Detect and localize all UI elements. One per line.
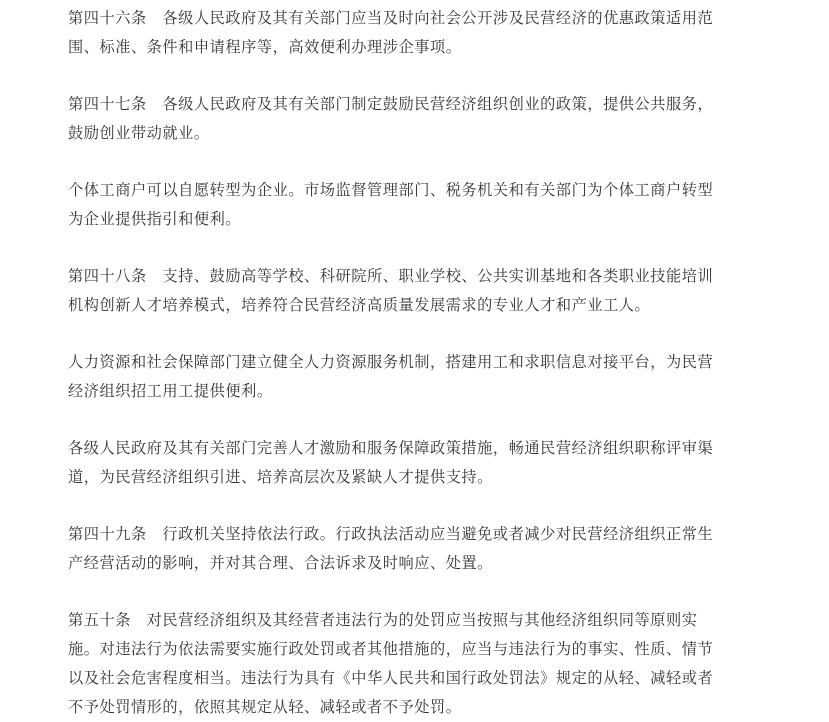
paragraph-line: 机构创新人才培养模式，培养符合民营经济高质量发展需求的专业人才和产业工人。	[68, 296, 651, 314]
document-body	[68, 4, 758, 722]
paragraph-line: 第五十条 对民营经济组织及其经营者违法行为的处罚应当按照与其他经济组织同等原则实	[68, 611, 698, 629]
paragraph-line: 第四十八条 支持、鼓励高等学校、科研院所、职业学校、公共实训基地和各类职业技能培训	[68, 267, 714, 285]
paragraph-line: 各级人民政府及其有关部门完善人才激励和服务保障政策措施，畅通民营经济组织职称评审渠	[68, 439, 714, 457]
article-48-clause-3-paragraph	[68, 434, 758, 492]
paragraph-line: 第四十七条 各级人民政府及其有关部门制定鼓励民营经济组织创业的政策，提供公共服务，	[68, 95, 714, 113]
paragraph-spacer	[68, 320, 758, 348]
paragraph-line: 施。对违法行为依法需要实施行政处罚或者其他措施的，应当与违法行为的事实、性质、情节	[68, 640, 714, 658]
article-48-paragraph	[68, 262, 758, 320]
paragraph-spacer	[68, 148, 758, 176]
article-47-paragraph	[68, 90, 758, 148]
paragraph-line: 经济组织招工用工提供便利。	[68, 382, 273, 400]
article-48-clause-2-paragraph	[68, 348, 758, 406]
paragraph-spacer	[68, 62, 758, 90]
paragraph-spacer	[68, 492, 758, 520]
article-47-clause-2-paragraph	[68, 176, 758, 234]
paragraph-line: 第四十六条 各级人民政府及其有关部门应当及时向社会公开涉及民营经济的优惠政策适用范	[68, 9, 714, 27]
paragraph-line: 不予处罚情形的，依照其规定从轻、减轻或者不予处罚。	[68, 698, 462, 716]
paragraph-line: 产经营活动的影响，并对其合理、合法诉求及时响应、处置。	[68, 554, 493, 572]
paragraph-line: 以及社会危害程度相当。违法行为具有《中华人民共和国行政处罚法》规定的从轻、减轻或者	[68, 669, 714, 687]
paragraph-line: 鼓励创业带动就业。	[68, 124, 210, 142]
paragraph-spacer	[68, 406, 758, 434]
paragraph-line: 围、标准、条件和申请程序等，高效便利办理涉企事项。	[68, 38, 462, 56]
paragraph-spacer	[68, 578, 758, 606]
paragraph-spacer	[68, 234, 758, 262]
article-50-paragraph	[68, 606, 758, 722]
paragraph-line: 道，为民营经济组织引进、培养高层次及紧缺人才提供支持。	[68, 468, 493, 486]
article-49-paragraph	[68, 520, 758, 578]
article-46-paragraph	[68, 4, 758, 62]
paragraph-line: 第四十九条 行政机关坚持依法行政。行政执法活动应当避免或者减少对民营经济组织正常生	[68, 525, 714, 543]
paragraph-line: 人力资源和社会保障部门建立健全人力资源服务机制，搭建用工和求职信息对接平台，为民营	[68, 353, 714, 371]
paragraph-line: 个体工商户可以自愿转型为企业。市场监督管理部门、税务机关和有关部门为个体工商户转型	[68, 181, 714, 199]
paragraph-line: 为企业提供指引和便利。	[68, 210, 242, 228]
